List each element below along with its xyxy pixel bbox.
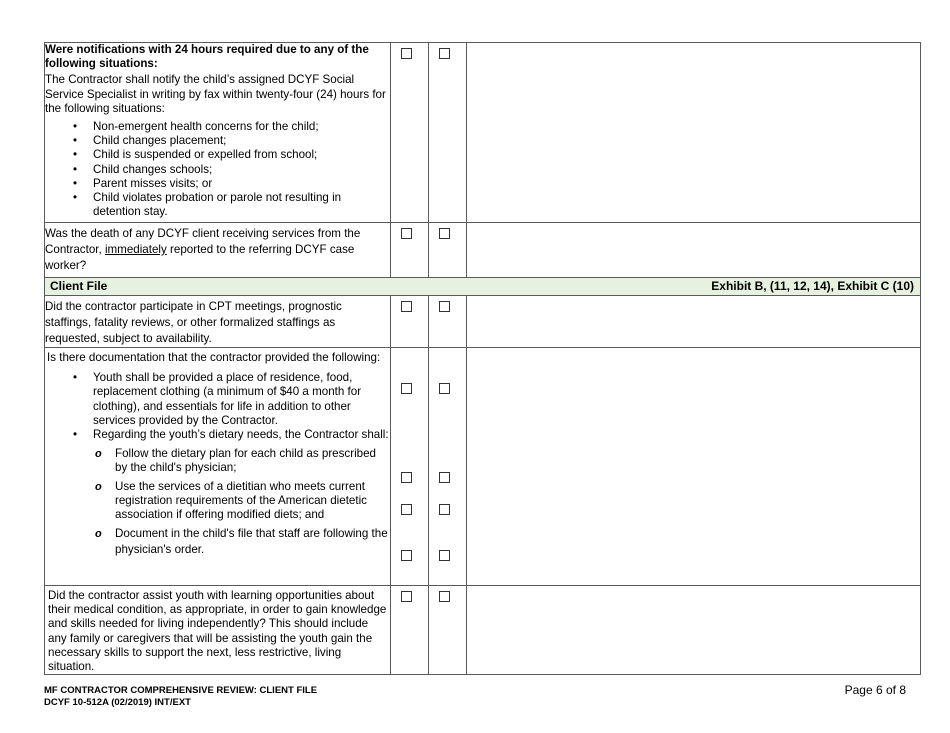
- question-text: Did the contractor assist youth with learning opportunities about their medical condition, as appropriate, in order to gain knowledge and skills needed for living independently? This should include any family or caregivers that will be assisting the youth gain the necessary skills to support the next, less restrictive, living situation.: [48, 589, 387, 674]
- notes-cell[interactable]: [467, 586, 921, 675]
- yes-cell: [391, 348, 429, 586]
- question-cell: [45, 223, 391, 278]
- notes-cell[interactable]: [467, 223, 921, 278]
- question-body: The Contractor shall notify the child’s assigned DCYF Social Service Specialist in writing by fax within twenty-four (24) hours for the following situations:: [45, 73, 386, 115]
- yes-checkbox[interactable]: [401, 472, 412, 483]
- question-text: Did the contractor participate in CPT meetings, prognostic staffings, fatality reviews, or other formalized staffings as requested, subject to availability.: [45, 300, 342, 345]
- yes-cell: [391, 586, 429, 675]
- question-cell: [45, 586, 391, 675]
- table-row: [45, 586, 921, 675]
- question-cell: [45, 296, 391, 348]
- yes-cell: [391, 223, 429, 278]
- no-cell: [429, 586, 467, 675]
- section-header: [45, 278, 921, 296]
- table-row: [45, 43, 921, 223]
- list-item: • Child is suspended or expelled from school;: [93, 148, 390, 162]
- list-item: o Follow the dietary plan for each child as prescribed by the child's physician;: [115, 447, 390, 475]
- dietary-list: [47, 447, 390, 558]
- list-item: o Use the services of a dietitian who meets current registration requirements of the American dietetic association if offering modified diets; and: [115, 480, 390, 523]
- yes-cell: [391, 43, 429, 223]
- section-reference: Exhibit B, (11, 12, 14), Exhibit C (10): [711, 279, 914, 293]
- no-cell: [429, 43, 467, 223]
- list-item: • Child violates probation or parole not resulting in detention stay.: [93, 191, 390, 219]
- no-cell: [429, 296, 467, 348]
- section-header-cell: [45, 278, 921, 296]
- provision-list: [47, 371, 390, 442]
- table-row: [45, 223, 921, 278]
- list-item: • Regarding the youth’s dietary needs, the Contractor shall:: [93, 428, 390, 442]
- notes-cell[interactable]: [467, 43, 921, 223]
- yes-checkbox[interactable]: [401, 504, 412, 515]
- question-title: Were notifications with 24 hours required due to any of the following situations:: [45, 43, 369, 71]
- no-checkbox[interactable]: [439, 383, 450, 394]
- form-number: DCYF 10-512A (02/2019) INT/EXT: [44, 697, 191, 708]
- no-checkbox[interactable]: [439, 301, 450, 312]
- yes-checkbox[interactable]: [401, 591, 412, 602]
- question-text-part: reported to the referring DCYF case worker?: [45, 243, 355, 272]
- yes-checkbox[interactable]: [401, 301, 412, 312]
- question-intro: Is there documentation that the contractor provided the following:: [47, 351, 381, 364]
- review-table: [44, 42, 921, 675]
- table-row: [45, 348, 921, 586]
- yes-checkbox[interactable]: [401, 228, 412, 239]
- situation-list: [45, 120, 390, 219]
- list-item: • Parent misses visits; or: [93, 177, 390, 191]
- no-cell: [429, 348, 467, 586]
- section-title: Client File: [50, 279, 108, 293]
- question-text-part: Was the death of any DCYF client receiving services from the Contractor,: [45, 227, 361, 256]
- list-item: • Child changes schools;: [93, 163, 390, 177]
- question-cell: [45, 348, 391, 586]
- form-title: MF CONTRACTOR COMPREHENSIVE REVIEW: CLIENT FILE: [44, 685, 318, 696]
- list-item: o Document in the child's file that staff are following the physician's order.: [115, 526, 390, 558]
- table-row: [45, 296, 921, 348]
- no-checkbox[interactable]: [439, 591, 450, 602]
- page-number: Page 6 of 8: [844, 683, 906, 697]
- yes-checkbox[interactable]: [401, 550, 412, 561]
- question-cell: [45, 43, 391, 223]
- no-checkbox[interactable]: [439, 48, 450, 59]
- yes-checkbox[interactable]: [401, 383, 412, 394]
- yes-cell: [391, 296, 429, 348]
- no-cell: [429, 223, 467, 278]
- no-checkbox[interactable]: [439, 504, 450, 515]
- yes-checkbox[interactable]: [401, 48, 412, 59]
- list-item: • Child changes placement;: [93, 134, 390, 148]
- notes-cell[interactable]: [467, 348, 921, 586]
- no-checkbox[interactable]: [439, 472, 450, 483]
- no-checkbox[interactable]: [439, 228, 450, 239]
- list-item: • Non-emergent health concerns for the child;: [93, 120, 390, 134]
- notes-cell[interactable]: [467, 296, 921, 348]
- no-checkbox[interactable]: [439, 550, 450, 561]
- list-item: • Youth shall be provided a place of residence, food, replacement clothing (a minimum of $40 a month for clothing), and essentials for life in addition to other services provided by the Contractor.: [93, 371, 390, 428]
- footer-form-info: [44, 685, 317, 709]
- question-text-emphasis: immediately: [104, 243, 167, 256]
